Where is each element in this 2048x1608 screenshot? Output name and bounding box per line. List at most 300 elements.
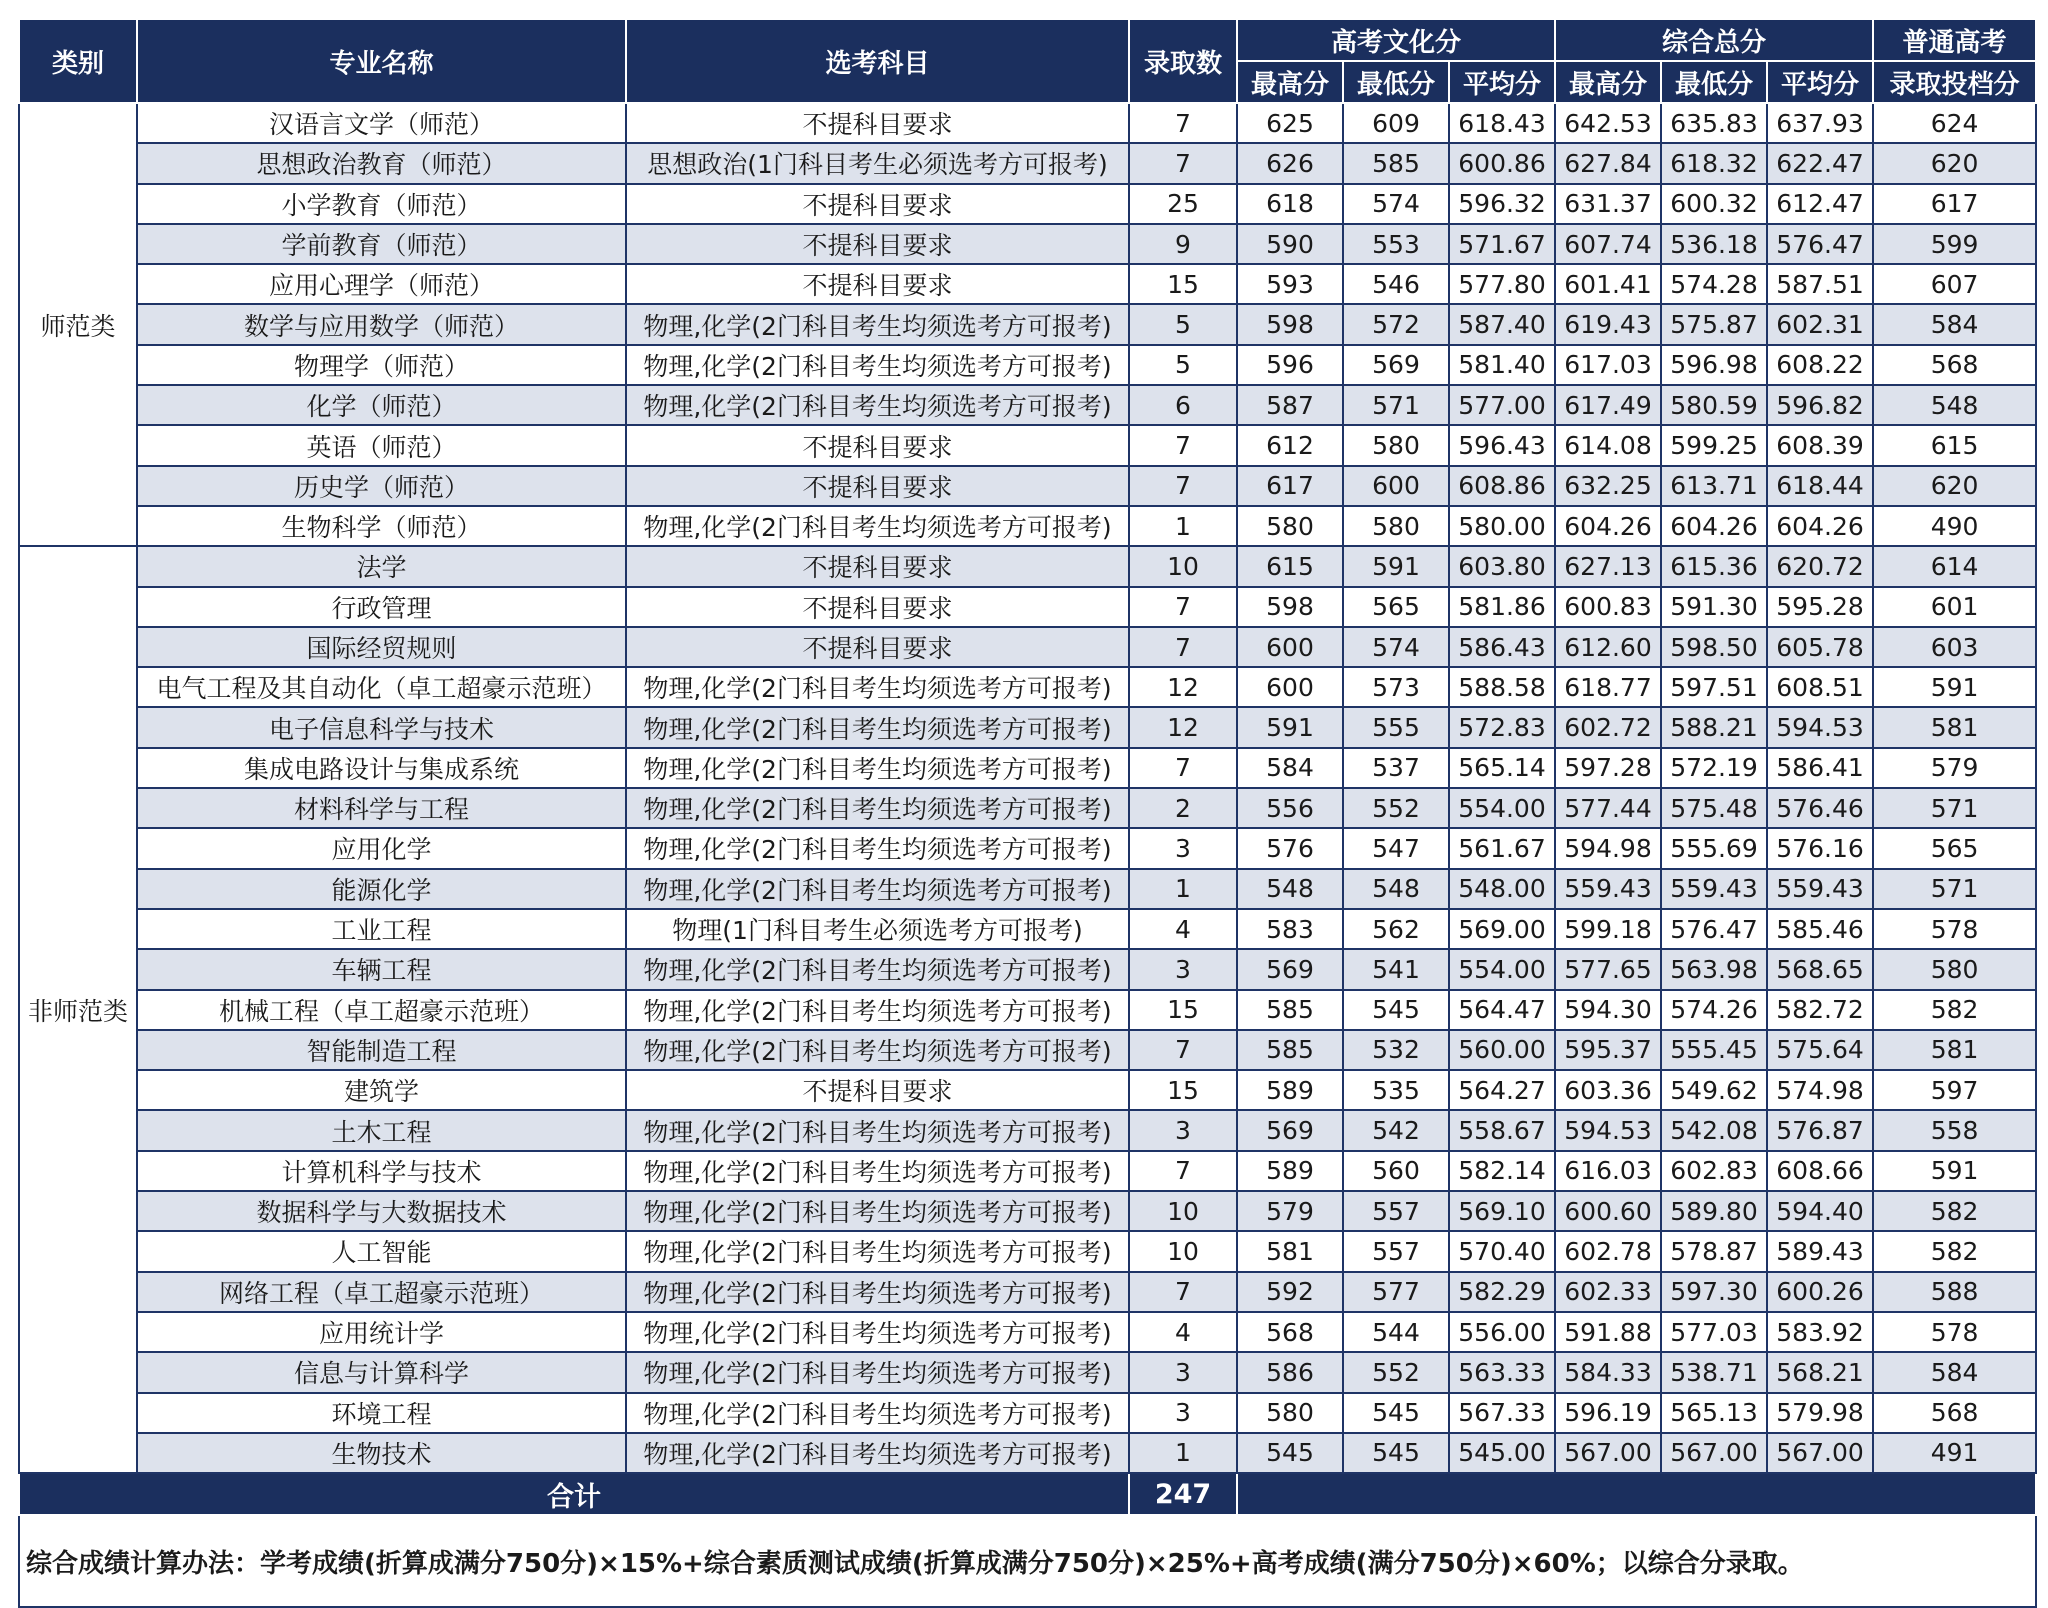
subject-cell: 不提科目要求 <box>626 627 1129 667</box>
subject-cell: 不提科目要求 <box>626 224 1129 264</box>
composite-min-cell: 577.03 <box>1661 1312 1767 1352</box>
composite-max-cell: 601.41 <box>1555 264 1661 304</box>
gaokao-max-cell: 617 <box>1237 466 1343 506</box>
gaokao-avg-cell: 577.00 <box>1449 385 1555 425</box>
subject-cell: 物理,化学(2门科目考生均须选考方可报考) <box>626 869 1129 909</box>
table-row <box>19 869 2036 909</box>
composite-min-cell: 618.32 <box>1661 143 1767 183</box>
gaokao-min-cell: 557 <box>1343 1191 1449 1231</box>
composite-avg-cell: 595.28 <box>1767 587 1873 627</box>
enrolled-cell: 1 <box>1129 506 1237 546</box>
composite-min-cell: 599.25 <box>1661 425 1767 465</box>
gaokao-min-cell: 562 <box>1343 909 1449 949</box>
normal-score-cell: 597 <box>1873 1070 2036 1110</box>
enrolled-cell: 9 <box>1129 224 1237 264</box>
composite-min-cell: 598.50 <box>1661 627 1767 667</box>
major-cell: 数学与应用数学（师范） <box>137 304 626 344</box>
enrolled-cell: 12 <box>1129 667 1237 707</box>
table-row <box>19 385 2036 425</box>
composite-avg-cell: 622.47 <box>1767 143 1873 183</box>
composite-min-cell: 596.98 <box>1661 345 1767 385</box>
major-cell: 行政管理 <box>137 587 626 627</box>
enrolled-cell: 6 <box>1129 385 1237 425</box>
gaokao-max-cell: 583 <box>1237 909 1343 949</box>
composite-avg-cell: 576.16 <box>1767 828 1873 868</box>
gaokao-min-cell: 572 <box>1343 304 1449 344</box>
gaokao-min-cell: 547 <box>1343 828 1449 868</box>
header-normal-line2: 录取投档分 <box>1873 61 2036 103</box>
composite-avg-cell: 568.21 <box>1767 1352 1873 1392</box>
composite-min-cell: 588.21 <box>1661 707 1767 747</box>
composite-max-cell: 602.33 <box>1555 1272 1661 1312</box>
table-row <box>19 466 2036 506</box>
composite-avg-cell: 583.92 <box>1767 1312 1873 1352</box>
category-teacher: 师范类 <box>19 103 137 546</box>
table-row <box>19 949 2036 989</box>
subject-cell: 不提科目要求 <box>626 1070 1129 1110</box>
composite-avg-cell: 620.72 <box>1767 546 1873 586</box>
composite-min-cell: 559.43 <box>1661 869 1767 909</box>
table-row <box>19 184 2036 224</box>
subject-cell: 不提科目要求 <box>626 587 1129 627</box>
major-cell: 车辆工程 <box>137 949 626 989</box>
composite-max-cell: 594.53 <box>1555 1110 1661 1150</box>
major-cell: 小学教育（师范） <box>137 184 626 224</box>
composite-min-cell: 578.87 <box>1661 1231 1767 1271</box>
gaokao-avg-cell: 588.58 <box>1449 667 1555 707</box>
table-row <box>19 506 2036 546</box>
enrolled-cell: 3 <box>1129 828 1237 868</box>
major-cell: 网络工程（卓工超豪示范班） <box>137 1272 626 1312</box>
composite-min-cell: 635.83 <box>1661 103 1767 143</box>
composite-min-cell: 602.83 <box>1661 1151 1767 1191</box>
composite-max-cell: 627.13 <box>1555 546 1661 586</box>
total-row <box>19 1473 2036 1515</box>
gaokao-avg-cell: 545.00 <box>1449 1433 1555 1473</box>
enrolled-cell: 10 <box>1129 546 1237 586</box>
composite-avg-cell: 587.51 <box>1767 264 1873 304</box>
subject-cell: 不提科目要求 <box>626 466 1129 506</box>
table-row <box>19 1070 2036 1110</box>
gaokao-avg-cell: 596.32 <box>1449 184 1555 224</box>
composite-max-cell: 577.44 <box>1555 788 1661 828</box>
enrolled-cell: 2 <box>1129 788 1237 828</box>
gaokao-avg-cell: 600.86 <box>1449 143 1555 183</box>
composite-max-cell: 594.30 <box>1555 990 1661 1030</box>
subject-cell: 思想政治(1门科目考生必须选考方可报考) <box>626 143 1129 183</box>
gaokao-min-cell: 569 <box>1343 345 1449 385</box>
major-cell: 法学 <box>137 546 626 586</box>
gaokao-max-cell: 625 <box>1237 103 1343 143</box>
normal-score-cell: 582 <box>1873 990 2036 1030</box>
table-row <box>19 828 2036 868</box>
composite-max-cell: 614.08 <box>1555 425 1661 465</box>
enrolled-cell: 7 <box>1129 103 1237 143</box>
normal-score-cell: 599 <box>1873 224 2036 264</box>
composite-max-cell: 559.43 <box>1555 869 1661 909</box>
major-cell: 数据科学与大数据技术 <box>137 1191 626 1231</box>
enrolled-cell: 7 <box>1129 748 1237 788</box>
enrolled-cell: 7 <box>1129 627 1237 667</box>
table-row <box>19 1272 2036 1312</box>
composite-avg-cell: 608.39 <box>1767 425 1873 465</box>
table-row <box>19 304 2036 344</box>
gaokao-max-cell: 569 <box>1237 1110 1343 1150</box>
subject-cell: 物理(1门科目考生必须选考方可报考) <box>626 909 1129 949</box>
composite-max-cell: 607.74 <box>1555 224 1661 264</box>
composite-min-cell: 597.51 <box>1661 667 1767 707</box>
enrolled-cell: 1 <box>1129 869 1237 909</box>
subject-cell: 不提科目要求 <box>626 103 1129 143</box>
gaokao-max-cell: 612 <box>1237 425 1343 465</box>
composite-min-cell: 600.32 <box>1661 184 1767 224</box>
gaokao-min-cell: 545 <box>1343 990 1449 1030</box>
enrolled-cell: 3 <box>1129 1393 1237 1433</box>
table-row <box>19 627 2036 667</box>
subject-cell: 物理,化学(2门科目考生均须选考方可报考) <box>626 1393 1129 1433</box>
gaokao-avg-cell: 603.80 <box>1449 546 1555 586</box>
normal-score-cell: 591 <box>1873 667 2036 707</box>
header-gaokao-group: 高考文化分 <box>1237 19 1555 61</box>
enrolled-cell: 12 <box>1129 707 1237 747</box>
normal-score-cell: 582 <box>1873 1231 2036 1271</box>
gaokao-min-cell: 565 <box>1343 587 1449 627</box>
major-cell: 化学（师范） <box>137 385 626 425</box>
gaokao-min-cell: 545 <box>1343 1393 1449 1433</box>
calculation-note: 综合成绩计算办法：学考成绩(折算成满分750分)×15%+综合素质测试成绩(折算成满分750分)×25%+高考成绩(满分750分)×60%；以综合分录取。 <box>19 1515 2036 1607</box>
enrolled-cell: 7 <box>1129 1151 1237 1191</box>
table-row <box>19 1030 2036 1070</box>
subject-cell: 物理,化学(2门科目考生均须选考方可报考) <box>626 788 1129 828</box>
major-cell: 汉语言文学（师范） <box>137 103 626 143</box>
normal-score-cell: 624 <box>1873 103 2036 143</box>
gaokao-min-cell: 546 <box>1343 264 1449 304</box>
composite-min-cell: 615.36 <box>1661 546 1767 586</box>
normal-score-cell: 584 <box>1873 304 2036 344</box>
composite-max-cell: 591.88 <box>1555 1312 1661 1352</box>
gaokao-max-cell: 579 <box>1237 1191 1343 1231</box>
composite-max-cell: 602.72 <box>1555 707 1661 747</box>
major-cell: 能源化学 <box>137 869 626 909</box>
composite-avg-cell: 567.00 <box>1767 1433 1873 1473</box>
composite-min-cell: 574.28 <box>1661 264 1767 304</box>
gaokao-avg-cell: 569.00 <box>1449 909 1555 949</box>
gaokao-min-cell: 574 <box>1343 184 1449 224</box>
enrolled-cell: 5 <box>1129 304 1237 344</box>
major-cell: 物理学（师范） <box>137 345 626 385</box>
table-row <box>19 546 2036 586</box>
gaokao-avg-cell: 554.00 <box>1449 949 1555 989</box>
normal-score-cell: 591 <box>1873 1151 2036 1191</box>
composite-avg-cell: 618.44 <box>1767 466 1873 506</box>
total-label: 合计 <box>19 1473 1129 1515</box>
gaokao-min-cell: 600 <box>1343 466 1449 506</box>
composite-max-cell: 627.84 <box>1555 143 1661 183</box>
major-cell: 英语（师范） <box>137 425 626 465</box>
gaokao-avg-cell: 572.83 <box>1449 707 1555 747</box>
header-subject: 选考科目 <box>626 19 1129 103</box>
enrolled-cell: 5 <box>1129 345 1237 385</box>
table-row <box>19 587 2036 627</box>
table-row <box>19 909 2036 949</box>
normal-score-cell: 607 <box>1873 264 2036 304</box>
table-row <box>19 1231 2036 1271</box>
composite-min-cell: 576.47 <box>1661 909 1767 949</box>
subject-cell: 物理,化学(2门科目考生均须选考方可报考) <box>626 990 1129 1030</box>
normal-score-cell: 568 <box>1873 345 2036 385</box>
composite-min-cell: 580.59 <box>1661 385 1767 425</box>
table-row <box>19 1110 2036 1150</box>
table-row <box>19 345 2036 385</box>
composite-min-cell: 574.26 <box>1661 990 1767 1030</box>
gaokao-min-cell: 573 <box>1343 667 1449 707</box>
composite-max-cell: 618.77 <box>1555 667 1661 707</box>
composite-min-cell: 604.26 <box>1661 506 1767 546</box>
gaokao-min-cell: 577 <box>1343 1272 1449 1312</box>
subject-cell: 物理,化学(2门科目考生均须选考方可报考) <box>626 385 1129 425</box>
major-cell: 思想政治教育（师范） <box>137 143 626 183</box>
table-row <box>19 264 2036 304</box>
gaokao-min-cell: 591 <box>1343 546 1449 586</box>
gaokao-min-cell: 544 <box>1343 1312 1449 1352</box>
enrolled-cell: 7 <box>1129 466 1237 506</box>
composite-max-cell: 631.37 <box>1555 184 1661 224</box>
gaokao-max-cell: 585 <box>1237 990 1343 1030</box>
composite-avg-cell: 585.46 <box>1767 909 1873 949</box>
header-gaokao-avg: 平均分 <box>1449 61 1555 103</box>
normal-score-cell: 614 <box>1873 546 2036 586</box>
composite-max-cell: 616.03 <box>1555 1151 1661 1191</box>
gaokao-max-cell: 585 <box>1237 1030 1343 1070</box>
subject-cell: 不提科目要求 <box>626 184 1129 224</box>
enrolled-cell: 15 <box>1129 990 1237 1030</box>
major-cell: 人工智能 <box>137 1231 626 1271</box>
table-row <box>19 224 2036 264</box>
header-composite-avg: 平均分 <box>1767 61 1873 103</box>
normal-score-cell: 490 <box>1873 506 2036 546</box>
enrolled-cell: 25 <box>1129 184 1237 224</box>
table-row <box>19 1352 2036 1392</box>
gaokao-avg-cell: 554.00 <box>1449 788 1555 828</box>
major-cell: 应用统计学 <box>137 1312 626 1352</box>
composite-max-cell: 632.25 <box>1555 466 1661 506</box>
header-gaokao-min: 最低分 <box>1343 61 1449 103</box>
gaokao-avg-cell: 581.86 <box>1449 587 1555 627</box>
header-category: 类别 <box>19 19 137 103</box>
table-row <box>19 748 2036 788</box>
gaokao-max-cell: 591 <box>1237 707 1343 747</box>
normal-score-cell: 578 <box>1873 1312 2036 1352</box>
enrolled-cell: 15 <box>1129 1070 1237 1110</box>
composite-avg-cell: 596.82 <box>1767 385 1873 425</box>
composite-min-cell: 589.80 <box>1661 1191 1767 1231</box>
enrolled-cell: 7 <box>1129 1030 1237 1070</box>
gaokao-max-cell: 618 <box>1237 184 1343 224</box>
normal-score-cell: 615 <box>1873 425 2036 465</box>
gaokao-max-cell: 592 <box>1237 1272 1343 1312</box>
gaokao-max-cell: 569 <box>1237 949 1343 989</box>
note-row <box>19 1515 2036 1607</box>
gaokao-max-cell: 568 <box>1237 1312 1343 1352</box>
gaokao-min-cell: 535 <box>1343 1070 1449 1110</box>
composite-min-cell: 572.19 <box>1661 748 1767 788</box>
major-cell: 机械工程（卓工超豪示范班） <box>137 990 626 1030</box>
enrolled-cell: 15 <box>1129 264 1237 304</box>
header-normal-line1: 普通高考 <box>1873 19 2036 61</box>
subject-cell: 物理,化学(2门科目考生均须选考方可报考) <box>626 345 1129 385</box>
major-cell: 计算机科学与技术 <box>137 1151 626 1191</box>
gaokao-max-cell: 598 <box>1237 304 1343 344</box>
gaokao-avg-cell: 608.86 <box>1449 466 1555 506</box>
composite-max-cell: 597.28 <box>1555 748 1661 788</box>
composite-min-cell: 563.98 <box>1661 949 1767 989</box>
gaokao-min-cell: 553 <box>1343 224 1449 264</box>
composite-avg-cell: 576.46 <box>1767 788 1873 828</box>
composite-avg-cell: 586.41 <box>1767 748 1873 788</box>
normal-score-cell: 588 <box>1873 1272 2036 1312</box>
composite-avg-cell: 608.66 <box>1767 1151 1873 1191</box>
composite-avg-cell: 612.47 <box>1767 184 1873 224</box>
major-cell: 电气工程及其自动化（卓工超豪示范班） <box>137 667 626 707</box>
composite-avg-cell: 576.87 <box>1767 1110 1873 1150</box>
composite-avg-cell: 602.31 <box>1767 304 1873 344</box>
category-non-teacher: 非师范类 <box>19 546 137 1473</box>
composite-max-cell: 595.37 <box>1555 1030 1661 1070</box>
composite-max-cell: 600.60 <box>1555 1191 1661 1231</box>
normal-score-cell: 617 <box>1873 184 2036 224</box>
gaokao-max-cell: 587 <box>1237 385 1343 425</box>
gaokao-avg-cell: 580.00 <box>1449 506 1555 546</box>
subject-cell: 物理,化学(2门科目考生均须选考方可报考) <box>626 506 1129 546</box>
composite-max-cell: 596.19 <box>1555 1393 1661 1433</box>
table-row <box>19 1312 2036 1352</box>
subject-cell: 物理,化学(2门科目考生均须选考方可报考) <box>626 707 1129 747</box>
composite-avg-cell: 594.40 <box>1767 1191 1873 1231</box>
gaokao-avg-cell: 571.67 <box>1449 224 1555 264</box>
composite-min-cell: 565.13 <box>1661 1393 1767 1433</box>
header-enrolled: 录取数 <box>1129 19 1237 103</box>
major-cell: 工业工程 <box>137 909 626 949</box>
gaokao-max-cell: 590 <box>1237 224 1343 264</box>
normal-score-cell: 581 <box>1873 707 2036 747</box>
header-composite-group: 综合总分 <box>1555 19 1873 61</box>
composite-min-cell: 555.45 <box>1661 1030 1767 1070</box>
gaokao-avg-cell: 548.00 <box>1449 869 1555 909</box>
table-row <box>19 707 2036 747</box>
gaokao-avg-cell: 564.47 <box>1449 990 1555 1030</box>
table-row <box>19 990 2036 1030</box>
composite-max-cell: 617.49 <box>1555 385 1661 425</box>
major-cell: 国际经贸规则 <box>137 627 626 667</box>
enrolled-cell: 7 <box>1129 143 1237 183</box>
gaokao-min-cell: 555 <box>1343 707 1449 747</box>
gaokao-avg-cell: 561.67 <box>1449 828 1555 868</box>
composite-avg-cell: 608.51 <box>1767 667 1873 707</box>
composite-avg-cell: 568.65 <box>1767 949 1873 989</box>
composite-min-cell: 575.87 <box>1661 304 1767 344</box>
gaokao-max-cell: 576 <box>1237 828 1343 868</box>
gaokao-avg-cell: 587.40 <box>1449 304 1555 344</box>
composite-min-cell: 567.00 <box>1661 1433 1767 1473</box>
table-row <box>19 143 2036 183</box>
gaokao-avg-cell: 564.27 <box>1449 1070 1555 1110</box>
gaokao-avg-cell: 563.33 <box>1449 1352 1555 1392</box>
enrolled-cell: 7 <box>1129 1272 1237 1312</box>
table-row <box>19 1393 2036 1433</box>
gaokao-avg-cell: 556.00 <box>1449 1312 1555 1352</box>
gaokao-min-cell: 548 <box>1343 869 1449 909</box>
gaokao-min-cell: 609 <box>1343 103 1449 143</box>
composite-avg-cell: 576.47 <box>1767 224 1873 264</box>
composite-avg-cell: 604.26 <box>1767 506 1873 546</box>
total-empty <box>1237 1473 2036 1515</box>
normal-score-cell: 578 <box>1873 909 2036 949</box>
gaokao-min-cell: 537 <box>1343 748 1449 788</box>
composite-max-cell: 584.33 <box>1555 1352 1661 1392</box>
subject-cell: 物理,化学(2门科目考生均须选考方可报考) <box>626 1231 1129 1271</box>
gaokao-avg-cell: 565.14 <box>1449 748 1555 788</box>
normal-score-cell: 579 <box>1873 748 2036 788</box>
gaokao-avg-cell: 618.43 <box>1449 103 1555 143</box>
gaokao-avg-cell: 596.43 <box>1449 425 1555 465</box>
subject-cell: 不提科目要求 <box>626 546 1129 586</box>
subject-cell: 不提科目要求 <box>626 264 1129 304</box>
gaokao-avg-cell: 577.80 <box>1449 264 1555 304</box>
composite-avg-cell: 637.93 <box>1767 103 1873 143</box>
gaokao-max-cell: 580 <box>1237 1393 1343 1433</box>
gaokao-min-cell: 541 <box>1343 949 1449 989</box>
table-footer <box>19 1473 2036 1607</box>
normal-score-cell: 620 <box>1873 466 2036 506</box>
gaokao-max-cell: 615 <box>1237 546 1343 586</box>
composite-avg-cell: 574.98 <box>1767 1070 1873 1110</box>
gaokao-max-cell: 586 <box>1237 1352 1343 1392</box>
enrolled-cell: 3 <box>1129 949 1237 989</box>
normal-score-cell: 580 <box>1873 949 2036 989</box>
header-composite-min: 最低分 <box>1661 61 1767 103</box>
subject-cell: 物理,化学(2门科目考生均须选考方可报考) <box>626 1352 1129 1392</box>
major-cell: 建筑学 <box>137 1070 626 1110</box>
gaokao-max-cell: 600 <box>1237 667 1343 707</box>
gaokao-max-cell: 626 <box>1237 143 1343 183</box>
enrolled-cell: 1 <box>1129 1433 1237 1473</box>
subject-cell: 物理,化学(2门科目考生均须选考方可报考) <box>626 1151 1129 1191</box>
normal-score-cell: 601 <box>1873 587 2036 627</box>
table-header <box>19 19 2036 103</box>
admission-score-table <box>18 18 2037 1608</box>
composite-min-cell: 555.69 <box>1661 828 1767 868</box>
table-row <box>19 103 2036 143</box>
normal-score-cell: 558 <box>1873 1110 2036 1150</box>
gaokao-min-cell: 545 <box>1343 1433 1449 1473</box>
gaokao-min-cell: 580 <box>1343 506 1449 546</box>
table-row <box>19 667 2036 707</box>
normal-score-cell: 571 <box>1873 788 2036 828</box>
major-cell: 信息与计算科学 <box>137 1352 626 1392</box>
enrolled-cell: 3 <box>1129 1352 1237 1392</box>
gaokao-max-cell: 593 <box>1237 264 1343 304</box>
subject-cell: 物理,化学(2门科目考生均须选考方可报考) <box>626 667 1129 707</box>
subject-cell: 物理,化学(2门科目考生均须选考方可报考) <box>626 1312 1129 1352</box>
major-cell: 生物科学（师范） <box>137 506 626 546</box>
gaokao-max-cell: 545 <box>1237 1433 1343 1473</box>
normal-score-cell: 620 <box>1873 143 2036 183</box>
gaokao-min-cell: 580 <box>1343 425 1449 465</box>
enrolled-cell: 10 <box>1129 1191 1237 1231</box>
major-cell: 生物技术 <box>137 1433 626 1473</box>
normal-score-cell: 603 <box>1873 627 2036 667</box>
gaokao-avg-cell: 569.10 <box>1449 1191 1555 1231</box>
